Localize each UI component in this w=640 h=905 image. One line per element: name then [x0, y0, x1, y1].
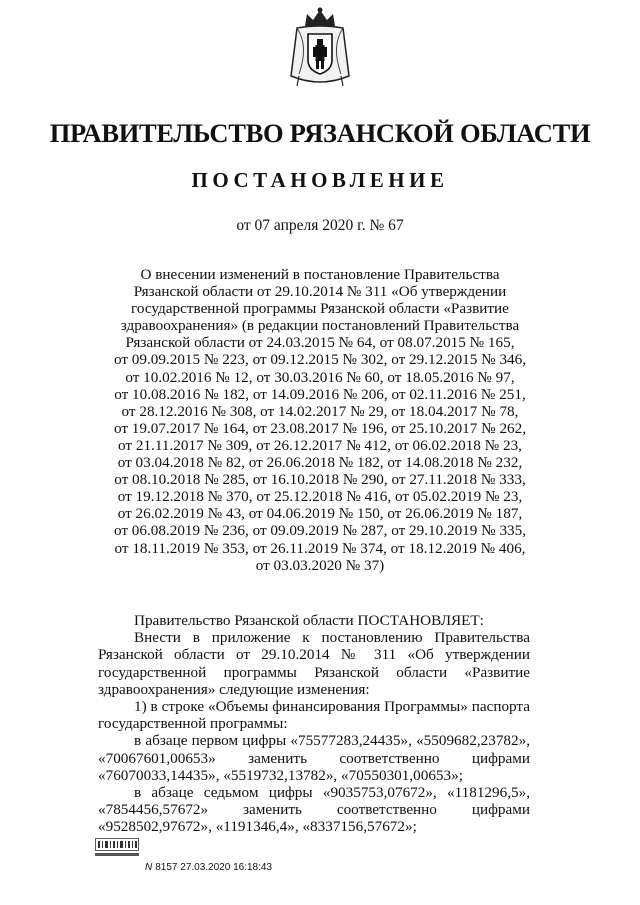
preamble-line: от 19.07.2017 № 164, от 23.08.2017 № 196, от 25.10.2017 № 262,: [113, 419, 527, 437]
footer: [95, 838, 395, 878]
preamble-line: от 28.12.2016 № 308, от 14.02.2017 № 29, от 18.04.2017 № 78,: [121, 402, 519, 420]
preamble-line: от 18.11.2019 № 353, от 26.11.2019 № 374, от 18.12.2019 № 406,: [114, 539, 526, 557]
preamble-line: от 08.10.2018 № 285, от 16.10.2018 № 290, от 27.11.2018 № 333,: [114, 471, 526, 489]
preamble-heading: [100, 266, 540, 574]
registration-stamp: [145, 862, 272, 873]
preamble-line: от 03.03.2020 № 37): [255, 556, 385, 574]
preamble-line: здравоохранения» (в редакции постановлений Правительства: [120, 317, 520, 335]
decree-line: Правительство Рязанской области ПОСТАНОВЛЯЕТ:: [134, 612, 484, 629]
registration-number-date: 8157 27.03.2020 16:18:43: [155, 862, 273, 873]
document-type: ПОСТАНОВЛЕНИЕ: [191, 168, 449, 192]
preamble-line: от 21.11.2017 № 309, от 26.12.2017 № 412, от 06.02.2018 № 23,: [118, 436, 522, 454]
body-item-1: 1) в строке «Объемы финансирования Программы» паспорта государственной программы:: [98, 698, 530, 733]
preamble-line: государственной программы Рязанской области «Развитие: [131, 300, 509, 318]
body-paragraph-seventh: в абзаце седьмом цифры «9035753,07672», «1181296,5», «7854456,57672» заменить соответственно цифрами «9528502,97672», «1191346,4», «8337156,57672»;: [98, 784, 530, 836]
preamble-line: от 19.12.2018 № 370, от 25.12.2018 № 416, от 05.02.2019 № 23,: [117, 488, 523, 506]
body-paragraph-first: в абзаце первом цифры «75577283,24435», «5509682,23782», «70067601,00653» заменить соответственно цифрами «76070033,14435», «5519732,13782», «70550301,00653»;: [98, 732, 530, 784]
preamble-line: от 10.02.2016 № 12, от 30.03.2016 № 60, от 18.05.2016 № 97,: [125, 368, 515, 386]
preamble-line: от 10.08.2016 № 182, от 14.09.2016 № 206, от 02.11.2016 № 251,: [114, 385, 526, 403]
barcode-stamp-icon: [95, 838, 139, 858]
preamble-line: Рязанской области от 24.03.2015 № 64, от 08.07.2015 № 165,: [125, 334, 515, 352]
coat-of-arms-icon: [289, 6, 351, 90]
preamble-line: от 09.09.2015 № 223, от 09.12.2015 № 302, от 29.12.2015 № 346,: [113, 351, 527, 369]
preamble-line: от 03.04.2018 № 82, от 26.06.2018 № 182, от 14.08.2018 № 232,: [117, 454, 523, 472]
page-title: ПРАВИТЕЛЬСТВО РЯЗАНСКОЙ ОБЛАСТИ: [49, 118, 591, 148]
document-date-number: от 07 апреля 2020 г. № 67: [236, 217, 404, 234]
preamble-line: Рязанской области от 29.10.2014 № 311 «Об утверждении: [133, 283, 507, 301]
preamble-line: О внесении изменений в постановление Правительства: [140, 266, 500, 283]
preamble-line: от 26.02.2019 № 43, от 04.06.2019 № 150, от 26.06.2019 № 187,: [117, 505, 523, 523]
document-body: [98, 612, 530, 836]
body-paragraph-intro: Внести в приложение к постановлению Правительства Рязанской области от 29.10.2014 № 311 «Об утверждении государственной программы Рязанской области «Развитие здравоохранения» следующие изменения:: [98, 629, 530, 698]
preamble-line: от 06.08.2019 № 236, от 09.09.2019 № 287, от 29.10.2019 № 335,: [113, 522, 527, 540]
registration-mark: N: [145, 862, 153, 873]
